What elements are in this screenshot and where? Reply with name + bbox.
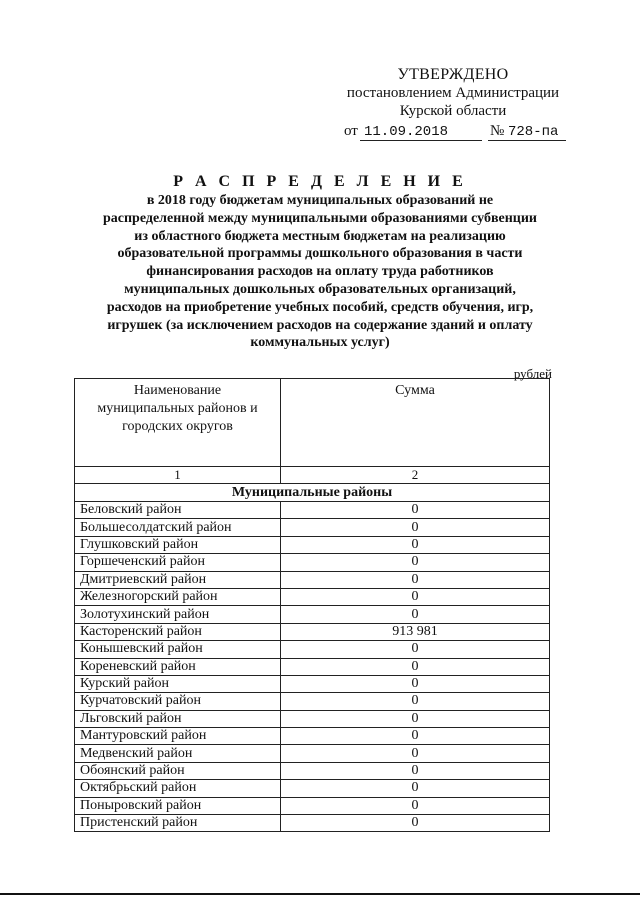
- table-row: [75, 710, 550, 727]
- document-subtitle-line-5: финансирования расходов на оплату труда работников: [146, 264, 494, 280]
- approval-number-label: №: [490, 123, 505, 139]
- district-name: Обоянский район: [75, 762, 281, 779]
- document-heading: [60, 172, 580, 352]
- approval-line-1: постановлением Администрации: [346, 85, 560, 101]
- district-name: Поныровский район: [75, 797, 281, 814]
- table-row: [75, 780, 550, 797]
- district-sum: 0: [281, 797, 550, 814]
- document-subtitle-line-7: расходов на приобретение учебных пособий, средств обучения, игр,: [106, 299, 534, 315]
- district-sum: 0: [281, 693, 550, 710]
- district-sum: 0: [281, 728, 550, 745]
- table-row: [75, 571, 550, 588]
- document-subtitle-line-9: коммунальных услуг): [250, 335, 390, 351]
- header-sum-cell: [281, 379, 550, 467]
- district-sum: 0: [281, 762, 550, 779]
- approval-number: 728-па: [508, 124, 559, 140]
- approval-stamp: [340, 66, 566, 142]
- district-name: Горшеченский район: [75, 554, 281, 571]
- table-row: [75, 502, 550, 519]
- district-name: Курский район: [75, 675, 281, 692]
- header-name-cell: [75, 379, 281, 467]
- date-underline: [360, 140, 482, 141]
- district-name: Мантуровский район: [75, 728, 281, 745]
- district-name: Кореневский район: [75, 658, 281, 675]
- number-underline: [488, 140, 566, 141]
- district-sum: 0: [281, 675, 550, 692]
- district-name: Глушковский район: [75, 536, 281, 553]
- district-sum: 0: [281, 641, 550, 658]
- table-body: [75, 502, 550, 832]
- district-sum: 913 981: [281, 623, 550, 640]
- district-name: Большесолдатский район: [75, 519, 281, 536]
- district-sum: 0: [281, 658, 550, 675]
- table-row: [75, 588, 550, 605]
- section-title: Муниципальные районы: [75, 484, 550, 502]
- table-row: [75, 728, 550, 745]
- document-title: Р А С П Р Е Д Е Л Е Н И Е: [173, 173, 467, 190]
- header-sum: Сумма: [395, 383, 435, 398]
- district-name: Курчатовский район: [75, 693, 281, 710]
- header-name-line-2: муниципальных районов и: [97, 401, 258, 416]
- district-sum: 0: [281, 606, 550, 623]
- document-subtitle-line-6: муниципальных дошкольных образовательных организаций,: [124, 281, 516, 297]
- district-name: Конышевский район: [75, 641, 281, 658]
- table-row: [75, 675, 550, 692]
- table-row: [75, 519, 550, 536]
- district-name: Железногорский район: [75, 588, 281, 605]
- table-row: [75, 623, 550, 640]
- table-row: [75, 554, 550, 571]
- district-sum: 0: [281, 780, 550, 797]
- table-row: [75, 536, 550, 553]
- table-row: [75, 658, 550, 675]
- table-row: [75, 797, 550, 814]
- district-name: Медвенский район: [75, 745, 281, 762]
- table-row: [75, 745, 550, 762]
- header-name-line-3: городских округов: [122, 419, 233, 434]
- district-name: Золотухинский район: [75, 606, 281, 623]
- distribution-table: [74, 378, 550, 832]
- district-sum: 0: [281, 588, 550, 605]
- district-name: Пристенский район: [75, 815, 281, 832]
- district-sum: 0: [281, 571, 550, 588]
- approval-date: 11.09.2018: [364, 124, 449, 140]
- table-row: [75, 641, 550, 658]
- district-name: Беловский район: [75, 502, 281, 519]
- approval-line-2: Курской области: [399, 103, 507, 119]
- table-row: [75, 606, 550, 623]
- document-subtitle-line-2: распределенной между муниципальными образованиями субвенции: [102, 210, 537, 226]
- approval-from-label: от: [344, 123, 358, 139]
- approval-title: УТВЕРЖДЕНО: [397, 66, 509, 83]
- district-sum: 0: [281, 710, 550, 727]
- section-row: [75, 484, 550, 502]
- column-number-row: [75, 467, 550, 484]
- table-row: [75, 815, 550, 832]
- district-sum: 0: [281, 554, 550, 571]
- district-sum: 0: [281, 745, 550, 762]
- district-name: Октябрьский район: [75, 780, 281, 797]
- district-name: Льговский район: [75, 710, 281, 727]
- district-sum: 0: [281, 815, 550, 832]
- document-subtitle-line-1: в 2018 году бюджетам муниципальных образований не: [146, 193, 494, 208]
- document-subtitle-line-3: из областного бюджета местным бюджетам на реализацию: [134, 228, 506, 244]
- document-subtitle-line-4: образовательной программы дошкольного образования в части: [117, 246, 523, 262]
- approval-date-number-row: [340, 122, 566, 142]
- district-sum: 0: [281, 519, 550, 536]
- column-number-2: 2: [281, 467, 550, 484]
- district-sum: 0: [281, 502, 550, 519]
- document-subtitle-line-8: игрушек (за исключением расходов на содержание зданий и оплату: [107, 317, 533, 333]
- header-name-line-1: Наименование: [133, 383, 222, 398]
- district-sum: 0: [281, 536, 550, 553]
- column-number-1: 1: [75, 467, 281, 484]
- units-label: рублей: [513, 366, 552, 381]
- district-name: Дмитриевский район: [75, 571, 281, 588]
- table-row: [75, 762, 550, 779]
- district-name: Касторенский район: [75, 623, 281, 640]
- table-header-row: [75, 379, 550, 467]
- page-bottom-edge: [0, 893, 640, 895]
- table-row: [75, 693, 550, 710]
